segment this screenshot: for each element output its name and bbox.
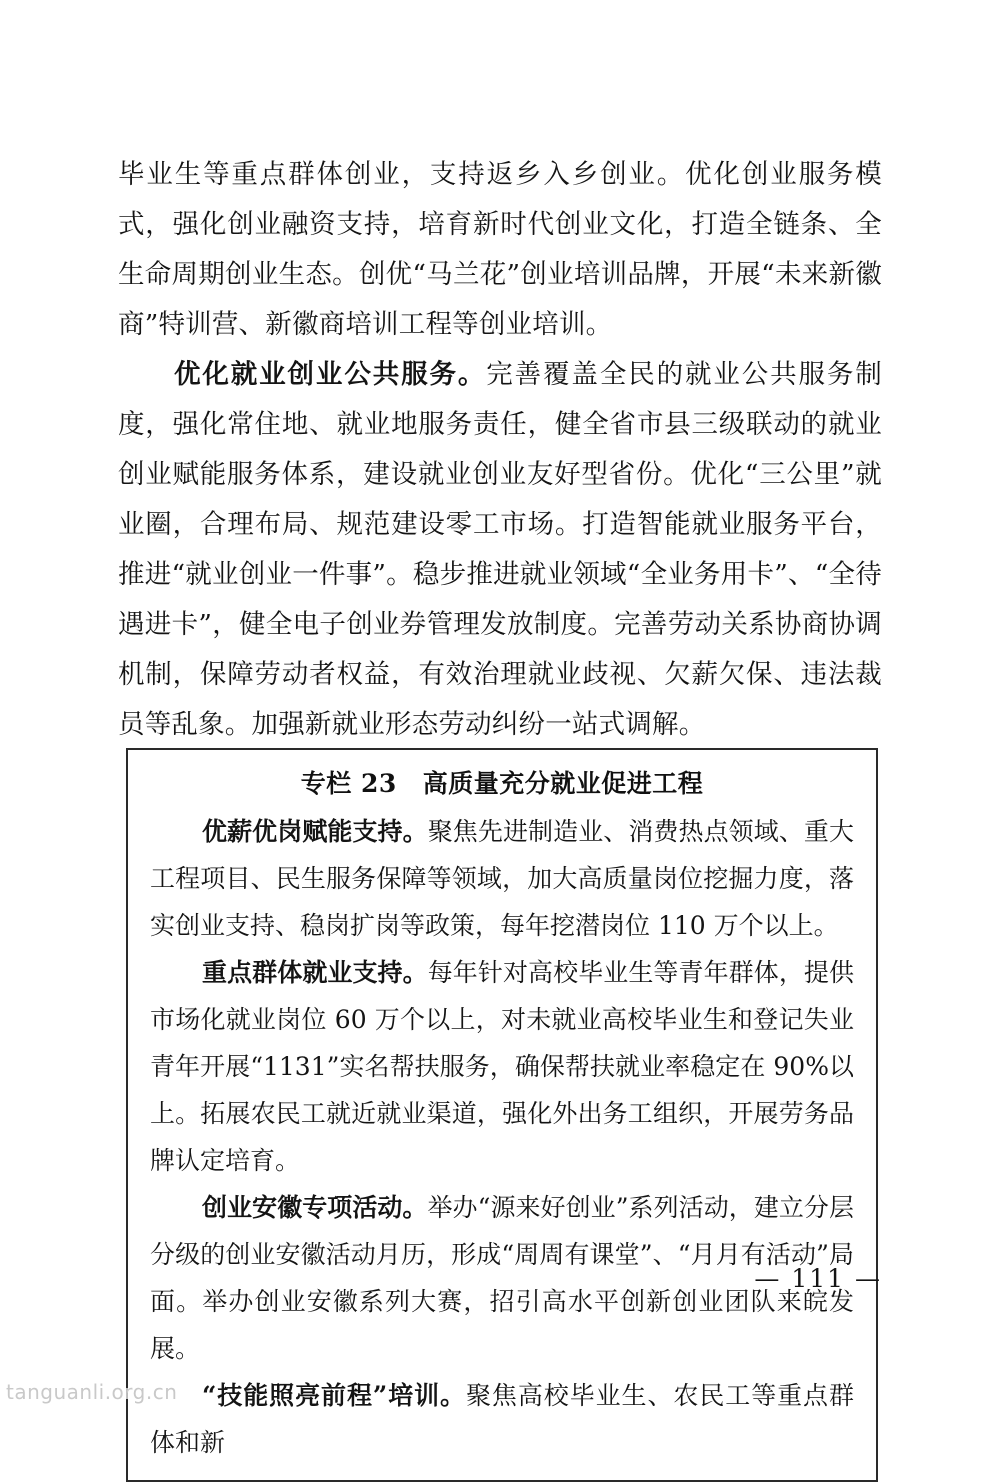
paragraph-1-text: 毕业生等重点群体创业，支持返乡入乡创业。优化创业服务模式，强化创业融资支持，培育新时代创业文化，打造全链条、全生命周期创业生态。创优“马兰花”创业培训品牌，开展“未来新徽商”特训营、新徽商培训工程等创业培训。 (118, 159, 882, 340)
feature-box-title-text: 高质量充分就业促进工程 (422, 769, 704, 798)
box-paragraph-4-text: 聚焦高校毕业生、农民工等重点群体和新 (150, 1381, 854, 1457)
page-number: — 111 — (754, 1264, 882, 1293)
feature-box-title (150, 762, 854, 806)
box-paragraph-1-text: 聚焦先进制造业、消费热点领域、重大工程项目、民生服务保障等领域，加大高质量岗位挖掘力度，落实创业支持、稳岗扩岗等政策，每年挖潜岗位 110 万个以上。 (150, 817, 854, 940)
box-paragraph-2-text: 每年针对高校毕业生等青年群体，提供市场化就业岗位 60 万个以上，对未就业高校毕业生和登记失业青年开展“1131”实名帮扶服务，确保帮扶就业率稳定在 90%以上。拓展农民工就近就业渠道，强化外出务工组织，开展劳务品牌认定培育。 (150, 958, 854, 1175)
feature-box-title-label: 专栏 23 (300, 769, 397, 798)
box-paragraph-3-text: 举办“源来好创业”系列活动，建立分层分级的创业安徽活动月历，形成“周周有课堂”、“月月有活动”局面。举办创业安徽系列大赛，招引高水平创新创业团队来皖发展。 (150, 1193, 854, 1363)
feature-box (126, 748, 878, 1482)
paragraph-2 (118, 350, 882, 750)
box-paragraph-3 (150, 1184, 854, 1372)
paragraph-2-lead: 优化就业创业公共服务。 (174, 359, 487, 390)
box-paragraph-1 (150, 808, 854, 949)
watermark: tanguanli.org.cn (6, 1380, 178, 1404)
box-paragraph-2 (150, 949, 854, 1184)
box-paragraph-2-lead: 重点群体就业支持。 (202, 958, 428, 987)
paragraph-2-text: 完善覆盖全民的就业公共服务制度，强化常住地、就业地服务责任，健全省市县三级联动的就业创业赋能服务体系，建设就业创业友好型省份。优化“三公里”就业圈，合理布局、规范建设零工市场。打造智能就业服务平台，推进“就业创业一件事”。稳步推进就业领域“全业务用卡”、“全待遇进卡”，健全电子创业券管理发放制度。完善劳动关系协商协调机制，保障劳动者权益，有效治理就业歧视、欠薪欠保、违法裁员等乱象。加强新就业形态劳动纠纷一站式调解。 (118, 359, 882, 740)
box-paragraph-1-lead: 优薪优岗赋能支持。 (202, 817, 428, 846)
box-paragraph-4-lead: “技能照亮前程”培训。 (202, 1381, 466, 1410)
box-paragraph-4 (150, 1372, 854, 1466)
box-paragraph-3-lead: 创业安徽专项活动。 (202, 1193, 428, 1222)
body-content (118, 150, 882, 750)
paragraph-1 (118, 150, 882, 350)
